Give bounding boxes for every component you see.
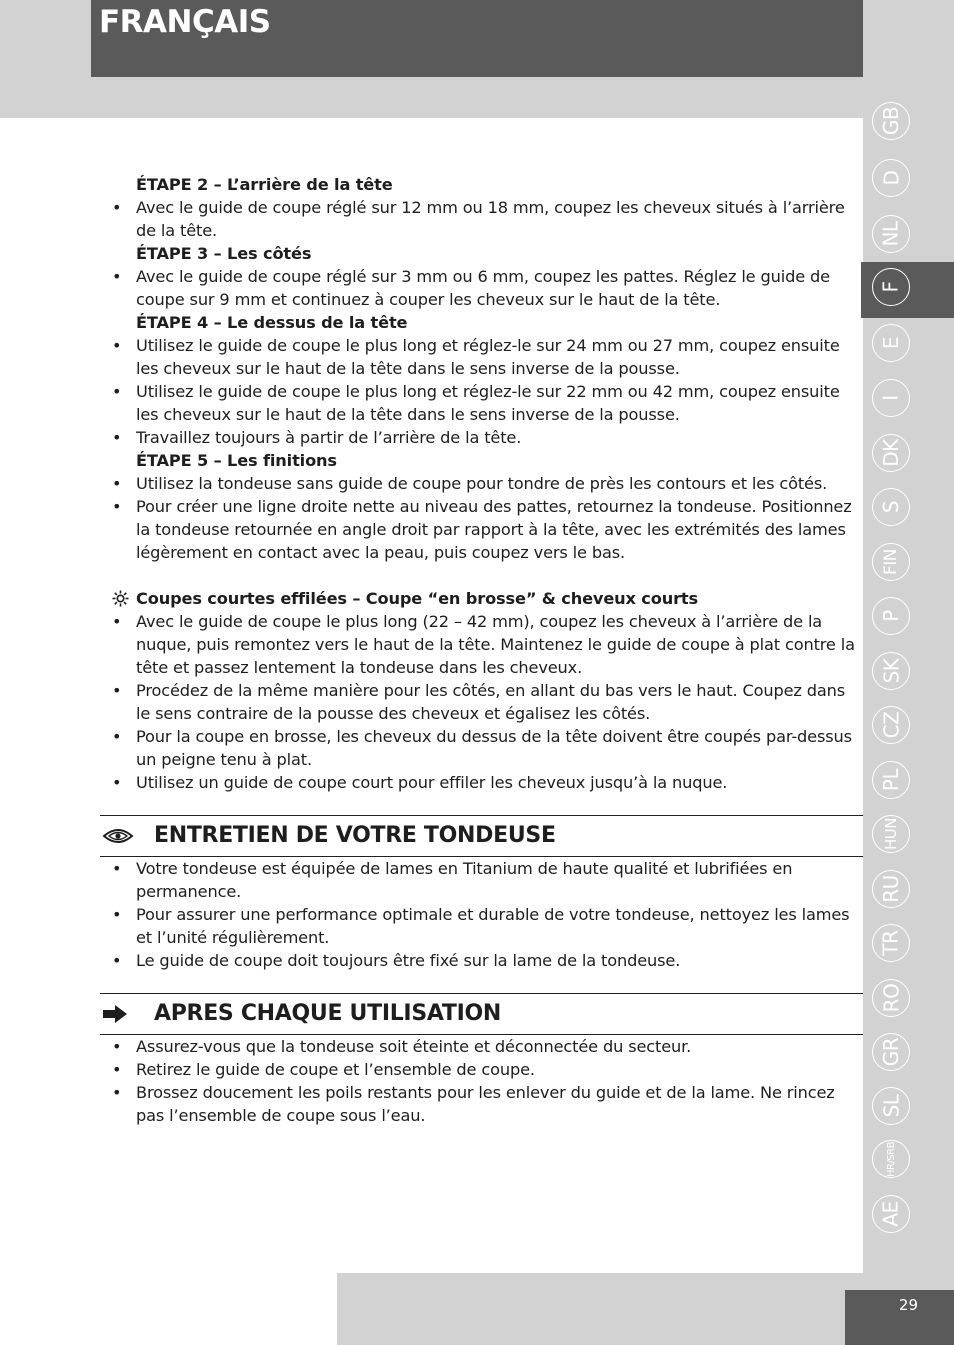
language-tab-label: AE [878,1201,903,1227]
language-tabs [863,97,954,1247]
language-tab-label: I [879,395,903,401]
page-bottom-area [0,1273,337,1345]
language-tab-cz[interactable] [872,706,910,744]
bullet: • [112,681,122,700]
bullet: • [112,1037,122,1056]
list-item-text: Avec le guide de coupe réglé sur 3 mm ou 6 mm, coupez les pattes. Réglez le guide de coupe sur 9 mm et continuez à couper les cheveux sur le haut de la tête. [136,267,830,309]
main-text [100,173,863,1127]
list-item-text: Pour assurer une performance optimale et durable de votre tondeuse, nettoyez les lames et l’unité régulièrement. [136,905,850,947]
section-title: APRES CHAQUE UTILISATION [154,1001,501,1026]
language-tab-label: HR/SRB [885,1141,897,1177]
section-title: ENTRETIEN DE VOTRE TONDEUSE [154,823,556,848]
bullet: • [112,198,122,217]
language-tab-label: DK [878,439,903,467]
list-item-text: Le guide de coupe doit toujours être fixé sur la lame de la tondeuse. [136,951,681,970]
language-tab-pl[interactable] [872,761,910,799]
list-item-text: Procédez de la même manière pour les côtés, en allant du bas vers le haut. Coupez dans le sens contraire de la pousse des cheveux et égalisez les côtés. [136,681,846,723]
step-4-title: ÉTAPE 4 – Le dessus de la tête [136,313,408,332]
language-tab-i[interactable] [872,379,910,417]
language-tab-label: D [879,170,903,186]
language-tab-label: GB [879,106,903,136]
language-tab-gr[interactable] [872,1033,910,1071]
language-tab-label: CZ [878,711,903,739]
list-item [100,725,863,771]
list-item [100,1081,863,1127]
list-item [100,949,863,972]
step-2-title: ÉTAPE 2 – L’arrière de la tête [136,175,393,194]
language-tab-label: TR [879,930,903,956]
language-tab-label: F [878,281,903,293]
language-tab-d[interactable] [872,159,910,197]
bullet: • [112,336,122,355]
list-item-text: Utilisez un guide de coupe court pour effiler les cheveux jusqu’à la nuque. [136,773,728,792]
list-item [100,771,863,794]
section-header-after-use [100,993,863,1035]
language-tab-f[interactable] [872,268,910,306]
language-tab-ro[interactable] [872,979,910,1017]
list-item-text: Avec le guide de coupe réglé sur 12 mm ou 18 mm, coupez les cheveux situés à l’arrière de la tête. [136,198,845,240]
language-tab-e[interactable] [872,324,910,362]
language-tab-fin[interactable] [872,543,910,581]
list-item [100,857,863,903]
bullet: • [112,773,122,792]
language-tab-label: E [878,336,903,350]
language-tab-label: PL [878,768,903,792]
section-header-care [100,815,863,857]
language-tab-label: RU [878,875,903,903]
list-item [100,903,863,949]
language-tab-nl[interactable] [872,215,910,253]
list-item [100,1035,863,1058]
language-tab-dk[interactable] [872,434,910,472]
language-tab-label: SL [879,1094,903,1118]
language-tab-hun[interactable] [872,815,910,853]
list-item [100,265,863,311]
page-header [91,0,863,77]
list-item [100,426,863,449]
list-item-text: Travaillez toujours à partir de l’arrière de la tête. [136,428,522,447]
language-tab-label: S [878,500,903,514]
bullet: • [112,727,122,746]
page-number: 29 [898,1296,918,1314]
short-cuts-heading [100,587,863,610]
bullet: • [112,428,122,447]
language-tab-tr[interactable] [872,924,910,962]
list-item [100,472,863,495]
bullet: • [112,382,122,401]
list-item-text: Pour la coupe en brosse, les cheveux du dessus de la tête doivent être coupés par-dessus un peigne tenu à plat. [136,727,852,769]
list-item [100,380,863,426]
arrow-right-icon [102,1004,128,1030]
language-tab-ru[interactable] [872,870,910,908]
language-tab-label: SK [879,658,903,684]
list-item-text: Votre tondeuse est équipée de lames en Titanium de haute qualité et lubrifiées en permanence. [136,859,793,901]
list-item [100,679,863,725]
language-tab-hr-srb[interactable] [872,1140,910,1178]
bullet: • [112,905,122,924]
step-3-title: ÉTAPE 3 – Les côtés [136,244,312,263]
language-tab-s[interactable] [872,488,910,526]
bullet: • [112,951,122,970]
step-5-title: ÉTAPE 5 – Les finitions [136,451,337,470]
language-tab-label: RO [878,983,903,1013]
list-item-text: Avec le guide de coupe le plus long (22 – 42 mm), coupez les cheveux à l’arrière de la nuque, puis remontez vers le haut de la tête. Maintenez le guide de coupe à plat contre la tête et passez lentement la tondeuse dans les cheveux. [136,612,855,677]
language-tab-sl[interactable] [872,1087,910,1125]
page-title: FRANÇAIS [99,4,271,40]
language-tab-sk[interactable] [872,652,910,690]
bullet: • [112,1083,122,1102]
list-item-text: Assurez-vous que la tondeuse soit éteinte et déconnectée du secteur. [136,1037,692,1056]
list-item [100,196,863,242]
list-item-text: Brossez doucement les poils restants pour les enlever du guide et de la lame. Ne rincez pas l’ensemble de coupe sous l’eau. [136,1083,835,1125]
bullet: • [112,612,122,631]
bullet: • [112,497,122,516]
list-item-text: Retirez le guide de coupe et l’ensemble de coupe. [136,1060,535,1079]
list-item [100,1058,863,1081]
language-tab-gb[interactable] [872,102,910,140]
bullet: • [112,474,122,493]
eye-icon [102,826,134,852]
list-item-text: Utilisez le guide de coupe le plus long et réglez-le sur 22 mm ou 42 mm, coupez ensuite les cheveux sur le haut de la tête dans le sens inverse de la pousse. [136,382,840,424]
language-tab-ae[interactable] [872,1195,910,1233]
page-number-box [845,1290,954,1345]
language-tab-label: FIN [880,548,901,576]
list-item [100,334,863,380]
list-item-text: Utilisez le guide de coupe le plus long et réglez-le sur 24 mm ou 27 mm, coupez ensuite les cheveux sur le haut de la tête dans le sens inverse de la pousse. [136,336,840,378]
language-tab-p[interactable] [872,597,910,635]
list-item-text: Utilisez la tondeuse sans guide de coupe pour tondre de près les contours et les côtés. [136,474,828,493]
short-cuts-title: Coupes courtes effilées – Coupe “en brosse” & cheveux courts [136,589,698,608]
list-item-text: Pour créer une ligne droite nette au niveau des pattes, retournez la tondeuse. Positionnez la tondeuse retournée en angle droit par rapport à la tête, avec les extrémités des lames légèrement en contact avec la peau, puis coupez vers le bas. [136,497,852,562]
language-tab-label: NL [878,221,903,247]
list-item [100,610,863,679]
list-item [100,495,863,564]
language-tab-label: HUN [881,818,900,850]
language-tab-label: GR [879,1037,903,1067]
bullet: • [112,859,122,878]
bullet: • [112,1060,122,1079]
language-tab-label: P [879,610,903,622]
bullet: • [112,267,122,286]
